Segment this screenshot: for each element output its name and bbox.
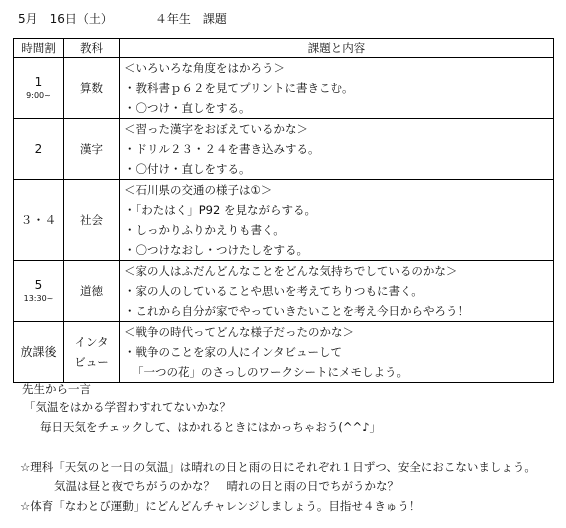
subject-cell: 道徳 xyxy=(64,261,120,322)
message-line: 毎日天気をチェックして、はかれるときにはかっちゃおう(^^♪」 xyxy=(40,420,382,434)
period-cell xyxy=(14,322,64,383)
content-title: ＜戦争の時代ってどんな様子だったのかな＞ xyxy=(124,325,354,339)
period-cell xyxy=(14,180,64,261)
schedule-table xyxy=(13,38,554,383)
message-line: 「気温をはかる学習わすれてないかな？ xyxy=(24,400,231,414)
content-title: ＜家の人はふだんどんなことをどんな気持ちでしているのかな＞ xyxy=(124,264,458,278)
content-line: ・これから自分が家でやっていきたいことを考え今日からやろう！ xyxy=(124,304,469,318)
table-row xyxy=(14,261,554,322)
header-subject: 教科 xyxy=(64,39,120,58)
subject-cell: 漢字 xyxy=(64,119,120,180)
period-time: 13:30~ xyxy=(23,294,54,303)
subject-line: ビュー xyxy=(74,355,109,369)
table-row xyxy=(14,180,554,261)
page-header: 5月 16日（土） ４年生 課題 xyxy=(18,12,227,26)
content-line: ・〇つけ・直しをする。 xyxy=(124,101,251,115)
content-line: ・ドリル２３・２４を書き込みする。 xyxy=(124,142,320,156)
content-cell xyxy=(120,261,554,322)
content-cell xyxy=(120,119,554,180)
content-title: ＜いろいろな角度をはかろう＞ xyxy=(124,61,285,75)
content-line: ・〇つけなおし・つけたしをする。 xyxy=(124,243,308,257)
table-row xyxy=(14,119,554,180)
content-title: ＜習った漢字をおぼえているかな＞ xyxy=(124,122,308,136)
content-line: 「一つの花」のさっしのワークシートにメモしよう。 xyxy=(132,365,408,379)
header-period: 時間割 xyxy=(14,39,64,58)
content-line: ・戦争のことを家の人にインタビューして xyxy=(124,345,343,359)
content-line: ・「わたはく」P92 を見ながらする。 xyxy=(124,203,316,217)
message-line: ☆体育「なわとび運動」にどんどんチャレンジしましょう。目指せ４きゅう！ xyxy=(20,499,421,513)
subject-cell xyxy=(64,322,120,383)
message-line: 気温は昼と夜でちがうのかな？ 晴れの日と雨の日でちがうかな？ xyxy=(54,479,399,493)
subject-cell: 算数 xyxy=(64,58,120,119)
table-header-row xyxy=(14,39,554,58)
period-number: ３・４ xyxy=(20,213,57,227)
content-line: ・家の人のしていることや思いを考えてちりつもに書く。 xyxy=(124,284,423,298)
header-content: 課題と内容 xyxy=(120,39,554,58)
period-number: 5 xyxy=(34,278,43,292)
content-title: ＜石川県の交通の様子は①＞ xyxy=(124,183,273,197)
message-heading: 先生から一言 xyxy=(22,382,91,396)
period-number: 2 xyxy=(34,142,43,156)
content-line: ・〇付け・直しをする。 xyxy=(124,162,251,176)
table-row xyxy=(14,322,554,383)
period-cell xyxy=(14,58,64,119)
content-line: ・しっかりふりかえりも書く。 xyxy=(124,223,285,237)
period-time: 9:00~ xyxy=(26,91,51,100)
content-line: ・教科書ｐ６２を見てプリントに書きこむ。 xyxy=(124,81,354,95)
content-cell xyxy=(120,322,554,383)
content-cell xyxy=(120,58,554,119)
period-number: 放課後 xyxy=(20,345,57,359)
period-cell xyxy=(14,261,64,322)
subject-line: インタ xyxy=(74,335,109,349)
content-cell xyxy=(120,180,554,261)
period-number: 1 xyxy=(34,75,43,89)
table-row xyxy=(14,58,554,119)
period-cell xyxy=(14,119,64,180)
subject-cell: 社会 xyxy=(64,180,120,261)
message-line: ☆理科「天気のと一日の気温」は晴れの日と雨の日にそれぞれ１日ずつ、安全におこないましょう。 xyxy=(20,460,536,474)
